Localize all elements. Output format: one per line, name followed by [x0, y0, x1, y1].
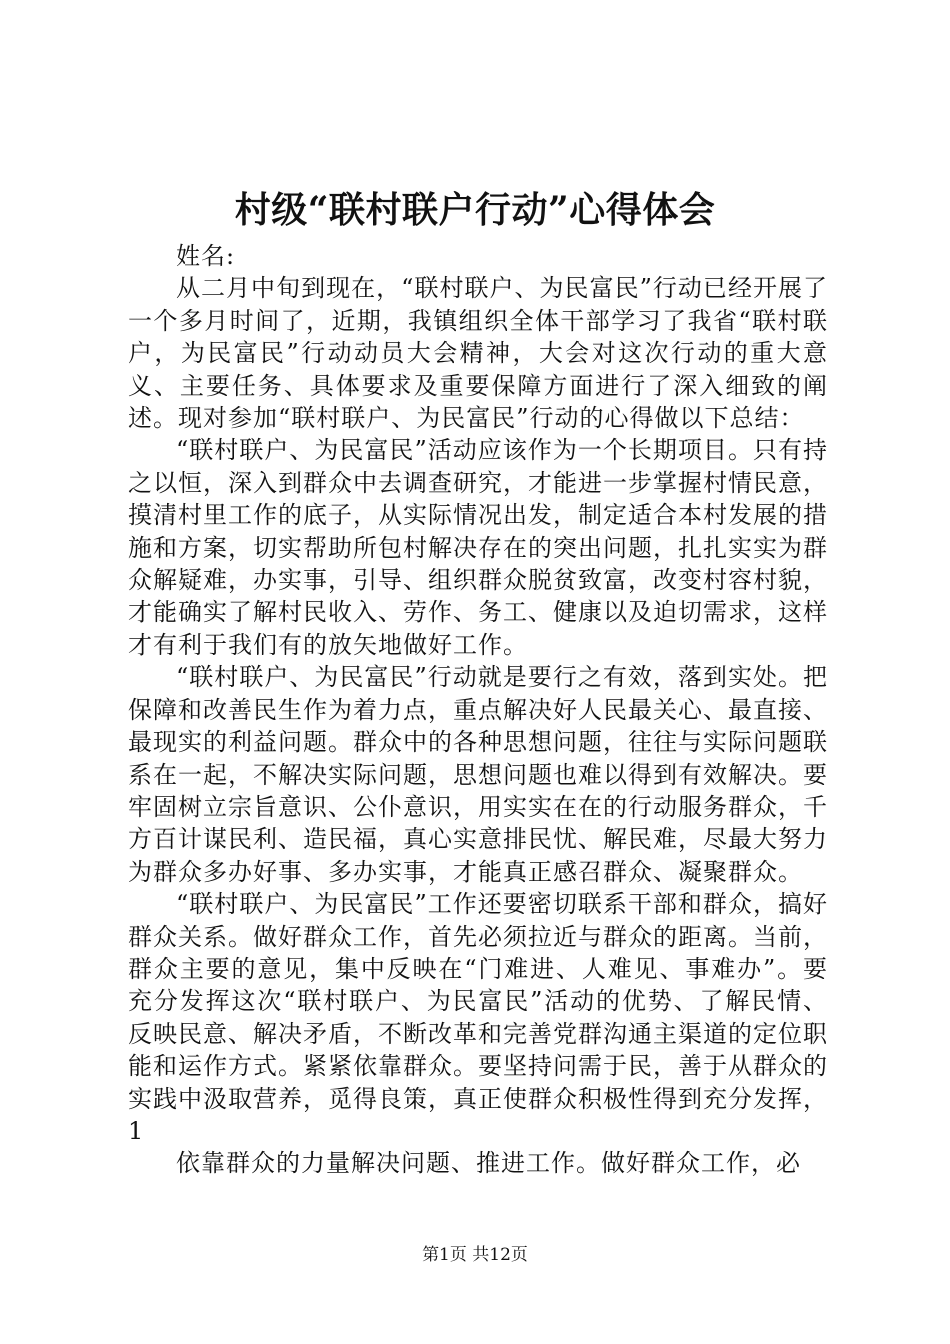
paragraph-5: 依靠群众的力量解决问题、推进工作。做好群众工作，必	[176, 1149, 801, 1178]
document-body	[128, 240, 828, 1180]
paragraph-2: “联村联户、为民富民”活动应该作为一个长期项目。只有持之以恒，深入到群众中去调查研究，才能进一步掌握村情民意，摸清村里工作的底子，从实际情况出发，制定适合本村发展的措施和方案，切实帮助所包村解决存在的突出问题，扎扎实实为群众解疑难，办实事，引导、组织群众脱贫致富，改变村容村貌，才能确实了解村民收入、劳作、务工、健康以及迫切需求，这样才有利于我们有的放矢地做好工作。	[128, 436, 828, 659]
paragraph-1: 从二月中旬到现在，“联村联户、为民富民”行动已经开展了一个多月时间了，近期，我镇组织全体干部学习了我省“联村联户，为民富民”行动动员大会精神，大会对这次行动的重大意义、主要任务、具体要求及重要保障方面进行了深入细致的阐述。现对参加“联村联户、为民富民”行动的心得做以下总结：	[128, 274, 828, 433]
page-title: 村级“联村联户行动”心得体会	[234, 189, 716, 231]
page-footer: 第1页 共12页	[422, 1245, 528, 1265]
paragraph-3: “联村联户、为民富民”行动就是要行之有效，落到实处。把保障和改善民生作为着力点，重点解决好人民最关心、最直接、最现实的利益问题。群众中的各种思想问题，往往与实际问题联系在一起，不解决实际问题，思想问题也难以得到有效解决。要牢固树立宗旨意识、公仆意识，用实实在在的行动服务群众，千方百计谋民利、造民福，真心实意排民忧、解民难，尽最大努力为群众多办好事、多办实事，才能真正感召群众、凝聚群众。	[128, 663, 828, 886]
paragraph-4: “联村联户、为民富民”工作还要密切联系干部和群众，搞好群众关系。做好群众工作，首先必须拉近与群众的距离。当前，群众主要的意见，集中反映在“门难进、人难见、事难办”。要充分发挥这次“联村联户、为民富民”活动的优势、了解民情、反映民意、解决矛盾，不断改革和完善党群沟通主渠道的定位职能和运作方式。紧紧依靠群众。要坚持问需于民，善于从群众的实践中汲取营养，觅得良策，真正使群众积极性得到充分发挥，1	[128, 890, 828, 1145]
author-label: 姓名:	[176, 242, 236, 270]
